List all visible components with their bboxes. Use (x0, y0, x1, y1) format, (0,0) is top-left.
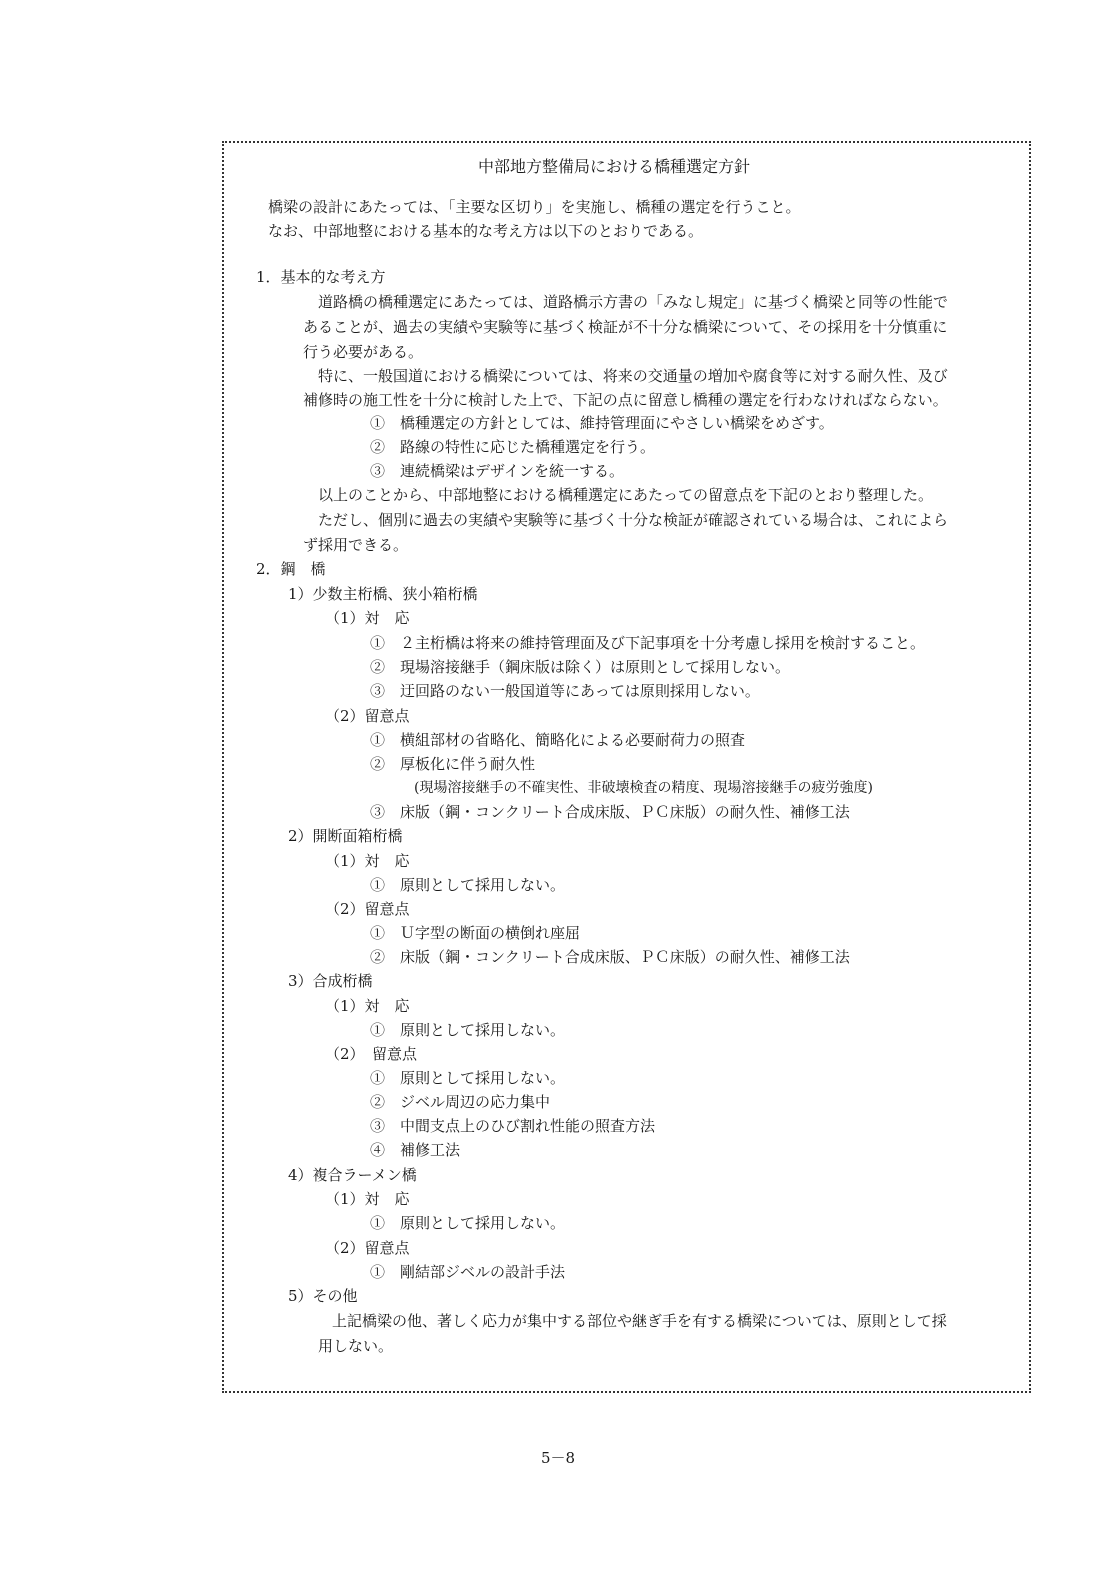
paragraph-line: あることが、過去の実績や実験等に基づく検証が不十分な橋梁について、その採用を十分慎重に (303, 318, 948, 336)
paragraph-line: ただし、個別に過去の実績や実験等に基づく十分な検証が確認されている場合は、これによら (318, 511, 949, 529)
subsection-heading: 4）複合ラーメン橋 (288, 1166, 417, 1184)
list-item: ③ 迂回路のない一般国道等にあっては原則採用しない。 (370, 682, 760, 700)
list-item: ① 原則として採用しない。 (370, 1021, 566, 1039)
subsection-heading: 3）合成桁橋 (288, 972, 373, 990)
paragraph-line: 補修時の施工性を十分に検討した上で、下記の点に留意し橋種の選定を行わなければならない。 (303, 391, 948, 409)
item-heading: （1）対 応 (325, 609, 410, 627)
item-heading: （1）対 応 (325, 852, 410, 870)
item-heading: （2）留意点 (325, 900, 410, 918)
list-item: ① 原則として採用しない。 (370, 1214, 566, 1232)
paragraph-line: 上記橋梁の他、著しく応力が集中する部位や継ぎ手を有する橋梁については、原則として採 (332, 1312, 947, 1330)
paragraph-line: 以上のことから、中部地整における橋種選定にあたっての留意点を下記のとおり整理した。 (318, 486, 934, 504)
paragraph-line: 道路橋の橋種選定にあたっては、道路橋示方書の「みなし規定」に基づく橋梁と同等の性能で (318, 293, 949, 311)
list-item: ① 原則として採用しない。 (370, 876, 566, 894)
list-item: ① Ｕ字型の断面の横倒れ座屈 (370, 924, 581, 942)
list-item: ④ 補修工法 (370, 1141, 461, 1159)
item-heading: （1）対 応 (325, 1190, 410, 1208)
list-item-note: (現場溶接継手の不確実性、非破壊検査の精度、現場溶接継手の疲労強度) (414, 780, 873, 796)
intro-line: 橋梁の設計にあたっては、「主要な区切り」を実施し、橋種の選定を行うこと。 (268, 198, 801, 216)
subsection-heading: 2）開断面箱桁橋 (288, 827, 403, 845)
list-item: ② ジベル周辺の応力集中 (370, 1093, 551, 1111)
section-heading: 1．基本的な考え方 (256, 268, 386, 286)
list-item: ② 厚板化に伴う耐久性 (370, 755, 536, 773)
list-item: ③ 床版（鋼・コンクリート合成床版、ＰＣ床版）の耐久性、補修工法 (370, 803, 850, 821)
intro-line: なお、中部地整における基本的な考え方は以下のとおりである。 (268, 222, 704, 240)
paragraph-line: 用しない。 (318, 1337, 394, 1355)
list-item: ① 横組部材の省略化、簡略化による必要耐荷力の照査 (370, 731, 746, 749)
paragraph-line: 特に、一般国道における橋梁については、将来の交通量の増加や腐食等に対する耐久性、及び (318, 367, 948, 385)
list-item: ③ 連続橋梁はデザインを統一する。 (370, 462, 624, 480)
list-item: ① 原則として採用しない。 (370, 1069, 566, 1087)
list-item: ② 路線の特性に応じた橋種選定を行う。 (370, 438, 656, 456)
list-item: ① ２主桁橋は将来の維持管理面及び下記事項を十分考慮し採用を検討すること。 (370, 634, 926, 652)
item-heading: （2） 留意点 (325, 1045, 418, 1063)
item-heading: （1）対 応 (325, 997, 410, 1015)
subsection-heading: 5）その他 (288, 1287, 358, 1305)
paragraph-line: 行う必要がある。 (303, 343, 424, 361)
list-item: ② 現場溶接継手（鋼床版は除く）は原則として採用しない。 (370, 658, 791, 676)
list-item: ③ 中間支点上のひび割れ性能の照査方法 (370, 1117, 656, 1135)
list-item: ② 床版（鋼・コンクリート合成床版、ＰＣ床版）の耐久性、補修工法 (370, 948, 850, 966)
subsection-heading: 1）少数主桁橋、狭小箱桁橋 (288, 585, 478, 603)
page-title: 中部地方整備局における橋種選定方針 (478, 157, 751, 176)
list-item: ① 橋種選定の方針としては、維持管理面にやさしい橋梁をめざす。 (370, 414, 834, 432)
page-number: 5－8 (540, 1449, 576, 1467)
section-heading: 2．鋼 橋 (256, 560, 326, 578)
item-heading: （2）留意点 (325, 707, 410, 725)
paragraph-line: ず採用できる。 (303, 536, 409, 554)
item-heading: （2）留意点 (325, 1239, 410, 1257)
list-item: ① 剛結部ジベルの設計手法 (370, 1263, 566, 1281)
